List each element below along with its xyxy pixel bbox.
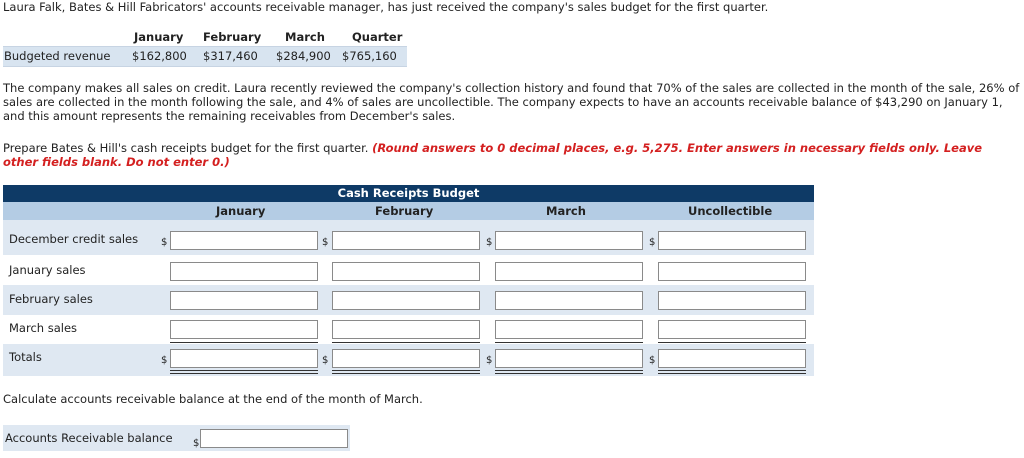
totals-march-input[interactable] <box>495 349 643 368</box>
january-uncollectible-input[interactable] <box>658 262 806 281</box>
ar-balance-label: Accounts Receivable balance <box>5 431 173 445</box>
row-march <box>3 315 814 343</box>
sales-budget-table <box>3 28 407 67</box>
double-underline <box>495 370 643 374</box>
double-underline <box>332 370 480 374</box>
row-label-march: March sales <box>9 321 78 335</box>
subtotal-line <box>658 342 806 343</box>
currency-symbol: $ <box>486 237 493 248</box>
february-march-input[interactable] <box>495 291 643 310</box>
column-february: February <box>375 204 434 218</box>
december-march-input[interactable] <box>495 231 643 250</box>
budget-header-february: February <box>203 30 262 44</box>
ar-balance-row <box>3 425 350 451</box>
intro-text: Laura Falk, Bates & Hill Fabricators' accounts receivable manager, has just received the company's sales budget for the first quarter. <box>3 0 769 14</box>
row-label-december: December credit sales <box>9 232 139 246</box>
february-february-input[interactable] <box>332 291 480 310</box>
currency-symbol: $ <box>649 237 656 248</box>
instructions-rounding-note: (Round answers to 0 decimal places, e.g. 5,275. Enter answers in necessary fields only. Leave other fields blank. Do not enter 0.) <box>3 141 983 169</box>
totals-january-input[interactable] <box>170 349 318 368</box>
budget-value-quarter: $765,160 <box>342 49 397 63</box>
column-january: January <box>216 204 266 218</box>
column-uncollectible: Uncollectible <box>688 204 773 218</box>
cash-receipts-column-headers <box>3 202 814 220</box>
currency-symbol: $ <box>161 355 168 366</box>
collection-paragraph: The company makes all sales on credit. Laura recently reviewed the company's collection history and found that 70% of the sales are collected in the month of the sale, 26% of sales are collected in the month following the sale, and 4% of sales are uncollectible. The company expects to have an accounts receivable balance of $43,290 on January 1, and this amount represents the remaining receivables from December's sales. <box>3 81 1020 123</box>
december-uncollectible-input[interactable] <box>658 231 806 250</box>
instructions-paragraph <box>3 141 1021 169</box>
currency-symbol: $ <box>486 355 493 366</box>
february-january-input[interactable] <box>170 291 318 310</box>
totals-uncollectible-input[interactable] <box>658 349 806 368</box>
budget-header-march: March <box>285 30 325 44</box>
row-label-february: February sales <box>9 292 93 306</box>
cash-receipts-budget <box>3 185 814 376</box>
january-february-input[interactable] <box>332 262 480 281</box>
row-december <box>3 220 814 255</box>
budget-value-february: $317,460 <box>203 49 258 63</box>
row-label-totals: Totals <box>9 350 42 364</box>
budget-row-label: Budgeted revenue <box>4 49 111 63</box>
column-march: March <box>546 204 586 218</box>
december-february-input[interactable] <box>332 231 480 250</box>
double-underline <box>170 370 318 374</box>
row-label-january: January sales <box>9 263 86 277</box>
subtotal-line <box>170 342 318 343</box>
march-february-input[interactable] <box>332 320 480 339</box>
sales-budget-header <box>3 28 407 46</box>
january-january-input[interactable] <box>170 262 318 281</box>
row-january <box>3 255 814 285</box>
february-uncollectible-input[interactable] <box>658 291 806 310</box>
january-march-input[interactable] <box>495 262 643 281</box>
subtotal-line <box>332 342 480 343</box>
currency-symbol: $ <box>322 355 329 366</box>
budget-value-march: $284,900 <box>276 49 331 63</box>
currency-symbol: $ <box>649 355 656 366</box>
march-uncollectible-input[interactable] <box>658 320 806 339</box>
totals-february-input[interactable] <box>332 349 480 368</box>
march-march-input[interactable] <box>495 320 643 339</box>
budget-row-revenue <box>3 46 407 67</box>
instructions-text: Prepare Bates & Hill's cash receipts budget for the first quarter. <box>3 141 369 155</box>
row-february <box>3 285 814 315</box>
cash-receipts-title: Cash Receipts Budget <box>3 185 814 202</box>
budget-header-january: January <box>134 30 184 44</box>
budget-value-january: $162,800 <box>132 49 187 63</box>
currency-symbol: $ <box>161 237 168 248</box>
double-underline <box>658 370 806 374</box>
ar-balance-input[interactable] <box>200 429 348 448</box>
currency-symbol: $ <box>193 438 200 449</box>
december-january-input[interactable] <box>170 231 318 250</box>
march-january-input[interactable] <box>170 320 318 339</box>
ar-prompt: Calculate accounts receivable balance at the end of the month of March. <box>3 392 423 406</box>
subtotal-line <box>495 342 643 343</box>
budget-header-quarter: Quarter <box>352 30 403 44</box>
row-totals <box>3 344 814 376</box>
currency-symbol: $ <box>322 237 329 248</box>
